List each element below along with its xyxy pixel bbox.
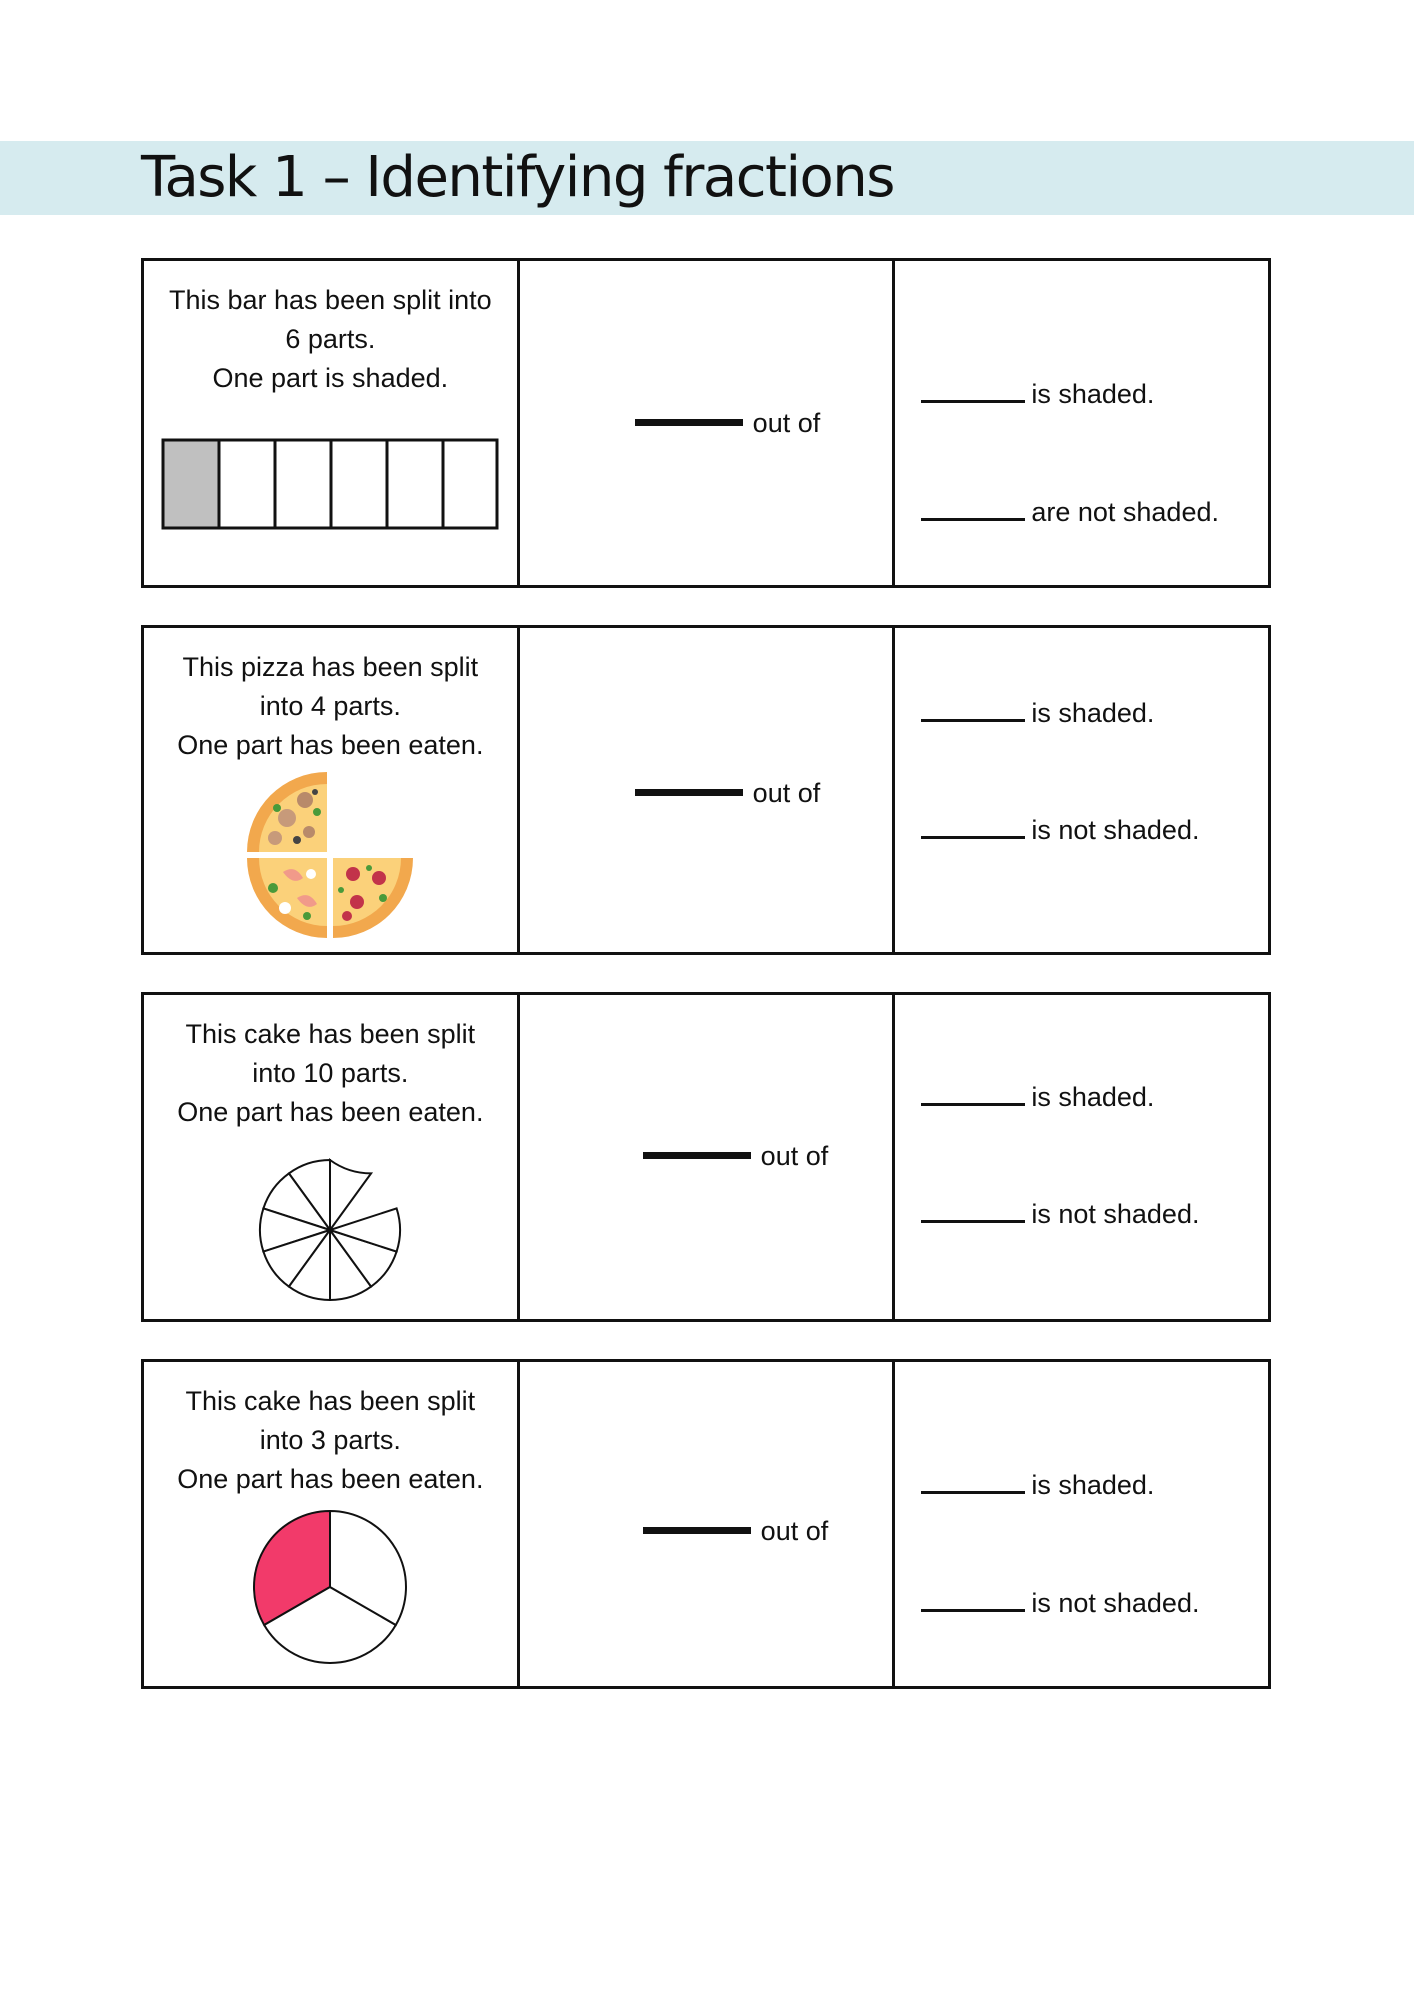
pizza-icon xyxy=(245,770,415,940)
description-cell xyxy=(141,1359,520,1689)
answer-shaded: is shaded. xyxy=(921,698,1154,728)
answer-blank[interactable] xyxy=(921,1477,1025,1494)
description-cell xyxy=(141,625,520,955)
fraction-row-bar xyxy=(141,258,1271,588)
page-title: Task 1 – Identifying fractions xyxy=(141,145,894,210)
answer-cell xyxy=(892,1359,1271,1689)
description-line: 6 parts. xyxy=(285,324,376,354)
answer-not-shaded: is not shaded. xyxy=(921,815,1199,845)
fraction-write-line[interactable] xyxy=(643,1152,751,1159)
out-of-label: out of xyxy=(760,1516,829,1546)
fraction-write-line[interactable] xyxy=(643,1527,751,1534)
description-line: One part has been eaten. xyxy=(177,730,484,760)
description-line: This pizza has been split xyxy=(182,652,479,682)
answer-cell xyxy=(892,625,1271,955)
description-text xyxy=(144,1362,517,1499)
description-line: One part is shaded. xyxy=(212,363,449,393)
fraction-cell xyxy=(517,992,896,1322)
answer-blank[interactable] xyxy=(921,1595,1025,1612)
description-line: This bar has been split into xyxy=(168,285,492,315)
description-text xyxy=(144,628,517,765)
description-line: This cake has been split xyxy=(185,1019,476,1049)
description-line: into 10 parts. xyxy=(252,1058,409,1088)
answer-not-shaded: are not shaded. xyxy=(921,497,1219,527)
pizza-picture xyxy=(144,770,517,945)
answer-blank[interactable] xyxy=(921,504,1025,521)
answer-shaded: is shaded. xyxy=(921,379,1154,409)
fraction-write-line[interactable] xyxy=(635,789,743,796)
answer-not-shaded: is not shaded. xyxy=(921,1199,1199,1229)
description-cell xyxy=(141,258,520,588)
description-cell xyxy=(141,992,520,1322)
bar-diagram xyxy=(144,437,517,538)
description-text xyxy=(144,995,517,1132)
description-line: One part has been eaten. xyxy=(177,1097,484,1127)
fraction-cell xyxy=(517,625,896,955)
description-line: This cake has been split xyxy=(185,1386,476,1416)
answer-cell xyxy=(892,258,1271,588)
description-line: into 4 parts. xyxy=(259,691,401,721)
out-of-label: out of xyxy=(752,778,821,808)
out-of-label: out of xyxy=(752,408,821,438)
answer-blank[interactable] xyxy=(921,822,1025,839)
description-line: into 3 parts. xyxy=(259,1425,401,1455)
fraction-row-cake-10 xyxy=(141,992,1271,1322)
answer-not-shaded: is not shaded. xyxy=(921,1588,1199,1618)
fraction-cell xyxy=(517,1359,896,1689)
description-text xyxy=(144,261,517,398)
answer-blank[interactable] xyxy=(921,386,1025,403)
fraction-row-cake-3 xyxy=(141,1359,1271,1689)
answer-blank[interactable] xyxy=(921,1206,1025,1223)
answer-cell xyxy=(892,992,1271,1322)
out-of-label: out of xyxy=(760,1141,829,1171)
answer-blank[interactable] xyxy=(921,705,1025,722)
circle-3-diagram xyxy=(144,1507,517,1672)
cake-10-diagram xyxy=(144,1155,517,1310)
answer-shaded: is shaded. xyxy=(921,1082,1154,1112)
answer-blank[interactable] xyxy=(921,1089,1025,1106)
fraction-row-pizza xyxy=(141,625,1271,955)
description-line: One part has been eaten. xyxy=(177,1464,484,1494)
answer-shaded: is shaded. xyxy=(921,1470,1154,1500)
fraction-write-line[interactable] xyxy=(635,419,743,426)
fraction-cell xyxy=(517,258,896,588)
